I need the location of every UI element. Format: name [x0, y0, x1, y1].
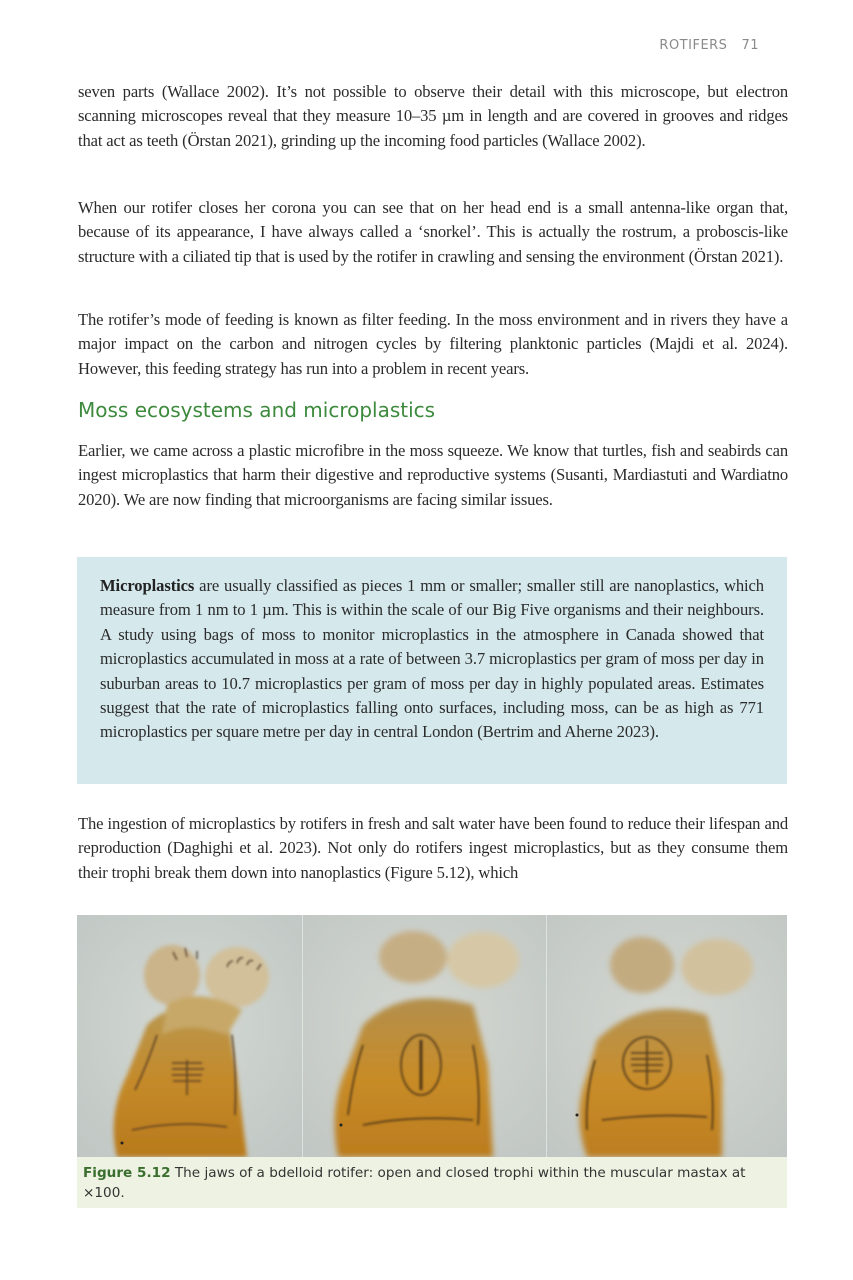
body-paragraph: Earlier, we came across a plastic microfibre in the moss squeeze. We know that turtles, fish and seabirds can ingest microplastics that harm their digestive and reproductive systems (Susanti, Mardiastuti and Wardiatno 2020). We are now finding that microorganisms are facing similar issues.: [78, 441, 788, 509]
caption-body: The jaws of a bdelloid rotifer: open and closed trophi within the muscular mastax at ×100.: [83, 1165, 746, 1201]
micrograph-panel-partial: [546, 915, 787, 1157]
body-paragraph: The ingestion of microplastics by rotifers in fresh and salt water have been found to reduce their lifespan and reproduction (Daghighi et al. 2023). Not only do rotifers ingest microplastics, but as they consume them their trophi break them down into nanoplastics (Figure 5.12), which: [78, 814, 788, 882]
figure-caption: [77, 1157, 787, 1208]
page-number: 71: [741, 38, 759, 53]
body-paragraph: The rotifer’s mode of feeding is known as filter feeding. In the moss environment and in rivers they have a major impact on the carbon and nitrogen cycles by filtering planktonic particles (Majdi et al. 2024). However, this feeding strategy has run into a problem in recent years.: [78, 310, 788, 378]
body-paragraph: seven parts (Wallace 2002). It’s not possible to observe their detail with this microscope, but electron scanning microscopes reveal that they measure 10–35 µm in length and are covered in grooves and ridges that act as teeth (Örstan 2021), grinding up the incoming food particles (Wallace 2002).: [78, 82, 788, 150]
figure-image: [77, 915, 787, 1157]
figure-label: Figure 5.12: [83, 1165, 171, 1181]
section-heading: Moss ecosystems and microplastics: [78, 398, 436, 422]
callout-text: [100, 574, 764, 745]
callout-box: [77, 557, 787, 784]
micrograph-panel-open: [77, 915, 302, 1157]
caption-text: [83, 1163, 783, 1203]
chapter-title: ROTIFERS: [659, 38, 728, 53]
running-head: [659, 38, 759, 53]
micrograph-panel-closed: [302, 915, 547, 1157]
callout-term: Microplastics: [100, 576, 195, 595]
callout-body: are usually classified as pieces 1 mm or smaller; smaller still are nanoplastics, which measure from 1 nm to 1 µm. This is within the scale of our Big Five organisms and their neighbours. A study using bags of moss to monitor microplastics in the atmosphere in Canada showed that microplastics accumulated in moss at a rate of between 3.7 microplastics per gram of moss per day in suburban areas to 10.7 microplastics per gram of moss per day in highly populated areas. Estimates suggest that the rate of microplastics falling onto surfaces, including moss, can be as high as 771 microplastics per square metre per day in central London (Bertrim and Aherne 2023).: [100, 576, 764, 742]
body-paragraph: When our rotifer closes her corona you can see that on her head end is a small antenna-like organ that, because of its appearance, I have always called a ‘snorkel’. This is actually the rostrum, a proboscis-like structure with a ciliated tip that is used by the rotifer in crawling and sensing the environment (Örstan 2021).: [78, 198, 788, 266]
